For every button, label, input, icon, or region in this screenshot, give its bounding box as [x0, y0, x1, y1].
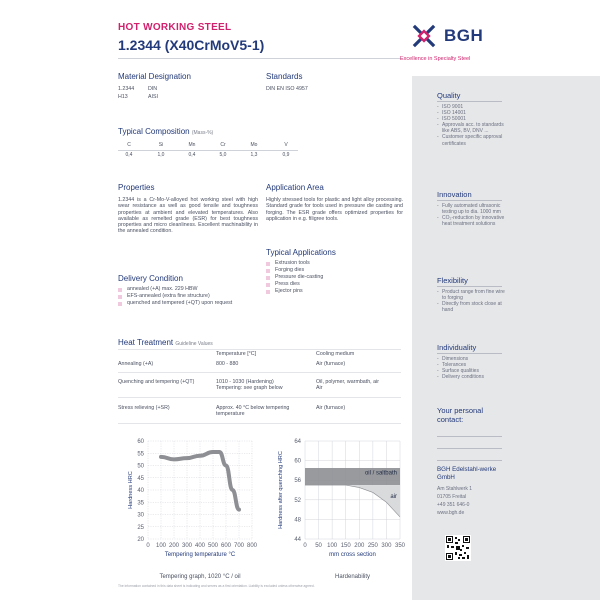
treatment-temperature: Approx. 40 °C below tempering temperature	[216, 405, 290, 418]
y-tick-label: 20	[137, 537, 144, 543]
treatment-medium: Oil, polymer, warmbath, air Air	[316, 379, 379, 392]
element-symbol: Cr	[220, 142, 226, 148]
list-item: - Fully automated ultrasonic testing up to dia. 1000 mm	[437, 203, 501, 216]
treatment-temperature: 1010 - 1030 (Hardening) Tempering: see graph below	[216, 379, 283, 392]
x-axis-label: Tempering temperature °C	[164, 552, 236, 558]
y-tick-label: 64	[294, 439, 301, 445]
list-item: annealed (+A) max. 229 HBW	[118, 286, 232, 293]
x-tick-label: 200	[354, 543, 365, 549]
bullet-icon	[118, 295, 122, 299]
x-tick-label: 300	[181, 543, 193, 549]
bullet-icon	[266, 283, 270, 287]
bullet-icon	[266, 262, 270, 266]
x-tick-label: 400	[194, 543, 206, 549]
brand-tagline: Excellence in Specialty Steel	[400, 56, 471, 62]
element-value: 5,0	[219, 152, 227, 158]
list-item: - Product range from fine wire to forging	[437, 289, 505, 302]
treatment-medium: Air (furnace)	[316, 405, 346, 411]
typical-applications-heading: Typical Applications	[266, 248, 336, 257]
data-point	[212, 451, 213, 452]
x-tick-label: 200	[168, 543, 180, 549]
y-tick-label: 30	[137, 512, 144, 519]
standards-text: DIN EN ISO 4957	[266, 86, 308, 92]
heat-treatment-divider	[118, 349, 401, 350]
composition-divider	[118, 150, 298, 151]
element-symbol: C	[127, 142, 131, 148]
document-title: 1.2344 (X40CrMoV5-1)	[118, 37, 265, 53]
list-item: - ISO 50001	[437, 116, 466, 123]
company-address	[437, 485, 507, 517]
application-area-text: Highly stressed tools for plastic and light alloy processing. Standard grade for tools used in pressure die casting and forging. The ESR grade offers optimized properties for application in e.g. filigree tools.	[266, 197, 403, 222]
list-item: - CO₂-reduction by innovative heat treatment solutions	[437, 215, 505, 228]
material-designation-heading: Material Designation	[118, 72, 191, 81]
treatment-name: Stress relieving (+SR)	[118, 405, 170, 411]
y-tick-label: 52	[294, 497, 301, 504]
innovation-list	[437, 203, 507, 227]
list-item: - Approvals acc. to standards like ABS, BV, DNV ...	[437, 122, 504, 135]
element-value: 1,0	[157, 152, 165, 158]
x-tick-label: 350	[394, 543, 406, 549]
y-tick-label: 45	[137, 475, 144, 482]
legend-air: air	[390, 493, 397, 500]
treatment-name: Annealing (+A)	[118, 361, 154, 367]
element-value: 0,4	[188, 152, 196, 158]
innovation-heading: Innovation	[437, 190, 472, 199]
data-point	[199, 455, 200, 456]
y-tick-label: 25	[137, 524, 144, 531]
x-tick-label: 100	[155, 543, 167, 549]
element-symbol: V	[284, 142, 288, 148]
y-tick-label: 60	[137, 439, 144, 445]
list-item: - Delivery conditions	[437, 374, 484, 381]
y-tick-label: 56	[294, 478, 301, 485]
y-tick-label: 50	[137, 463, 144, 470]
application-area-heading: Application Area	[266, 183, 324, 192]
list-item: - ISO 9001	[437, 104, 464, 110]
composition-heading	[118, 127, 213, 136]
bgh-logo-icon	[410, 22, 438, 50]
y-tick-label: 48	[294, 517, 301, 524]
element-symbol: Mo	[250, 142, 258, 148]
list-item: - Dimensions	[437, 356, 469, 362]
quality-divider	[437, 101, 502, 102]
y-axis-label: Hardness HRC	[128, 471, 134, 509]
y-tick-label: 55	[137, 451, 144, 458]
element-value: 1,3	[250, 152, 258, 158]
list-item: - Tolerances	[437, 362, 467, 369]
properties-text: 1.2344 is a Cr-Mo-V-alloyed hot working steel with high wear resistance as well as good tensile and toughness properties at ambient and elevated temperatures. Also available as remelted grade (ESR) for best toughness properties and micro cleanliness. Excellent machinability in the annealed condition.	[118, 197, 258, 235]
data-point	[225, 465, 226, 466]
contact-line	[437, 448, 502, 449]
x-tick-label: 600	[220, 543, 232, 549]
brand-name: BGH	[444, 26, 484, 45]
company-name: BGH Edelstahl-werke GmbH	[437, 466, 497, 481]
y-tick-label: 44	[294, 537, 301, 543]
flexibility-heading: Flexibility	[437, 276, 468, 285]
list-item: Ejector pins	[266, 288, 323, 295]
row-divider	[118, 423, 401, 424]
column-header-temperature: Temperature [°C]	[216, 351, 257, 357]
list-item: Extrusion tools	[266, 260, 323, 267]
heat-treatment-title: Heat Treatment	[118, 338, 174, 347]
x-tick-label: 500	[207, 543, 219, 549]
quality-heading: Quality	[437, 91, 461, 100]
row-divider	[118, 372, 401, 373]
title-divider	[118, 58, 401, 59]
delivery-condition-list	[118, 286, 232, 307]
chart-title: Hardenability	[334, 574, 371, 580]
tempering-graph	[112, 432, 262, 582]
composition-unit: (Mass-%)	[191, 130, 214, 136]
bullet-icon	[118, 288, 122, 292]
logo-area	[412, 0, 600, 76]
contact-line	[437, 460, 502, 461]
contact-heading: Your personal contact:	[437, 406, 484, 424]
y-axis-label: Hardness after quenching HRC	[278, 451, 284, 529]
treatment-temperature: 800 - 880	[216, 361, 239, 367]
list-item: Pressure die-casting	[266, 274, 323, 281]
element-symbol: Si	[158, 142, 164, 148]
list-item: - Directly from stock close at hand	[437, 301, 502, 314]
list-item: Press dies	[266, 281, 323, 288]
x-tick-label: 0	[146, 543, 150, 549]
list-item: Forging dies	[266, 267, 323, 274]
band-air	[305, 485, 400, 517]
bullet-icon	[266, 290, 270, 294]
data-point	[173, 459, 174, 460]
qr-code-icon[interactable]	[445, 535, 471, 561]
delivery-condition-heading: Delivery Condition	[118, 274, 183, 283]
composition-title: Typical Composition	[118, 127, 190, 136]
typical-applications-list	[266, 260, 323, 295]
list-item: - Surface qualities	[437, 368, 479, 375]
x-tick-label: 100	[327, 543, 338, 549]
designation-norm-2: AISI	[148, 94, 159, 100]
list-item: EFS-annealed (extra fine structure)	[118, 293, 232, 300]
element-value: 0,4	[125, 152, 133, 158]
designation-value-2: H13	[118, 94, 128, 100]
column-header-cooling-medium: Cooling medium	[316, 351, 355, 357]
x-tick-label: 700	[233, 543, 245, 549]
website-link[interactable]: www.bgh.de	[437, 510, 465, 516]
data-point	[232, 489, 233, 490]
quality-list	[437, 104, 507, 147]
chart-title: Tempering graph, 1020 °C / oil	[159, 574, 241, 580]
bullet-icon	[266, 276, 270, 280]
flexibility-list	[437, 289, 507, 313]
properties-heading: Properties	[118, 183, 155, 192]
innovation-divider	[437, 200, 502, 201]
disclaimer-text: The information contained in this data sheet is indicating and serves as a first orientation. Liability is excluded unless otherwise agreed.	[118, 584, 315, 588]
data-point	[238, 509, 239, 510]
standards-heading: Standards	[266, 72, 303, 81]
y-tick-label: 40	[137, 488, 144, 494]
legend-oil-saltbath: oil / saltbath	[364, 470, 397, 477]
bullet-icon	[118, 302, 122, 306]
treatment-name: Quenching and tempering (+QT)	[118, 379, 195, 385]
x-tick-label: 150	[340, 543, 351, 549]
hardenability-graph	[265, 432, 410, 582]
x-tick-label: 300	[381, 543, 392, 549]
data-point	[160, 456, 161, 457]
x-tick-label: 0	[303, 543, 307, 549]
data-point	[219, 451, 220, 452]
x-tick-label: 250	[367, 543, 378, 549]
element-symbol: Mn	[188, 142, 196, 148]
individuality-heading: Individuality	[437, 343, 477, 352]
row-divider	[118, 397, 401, 398]
flexibility-divider	[437, 286, 502, 287]
bullet-icon	[266, 269, 270, 273]
individuality-list	[437, 356, 507, 380]
address-line: Am Stahlwerk 1	[437, 486, 473, 492]
phone-number: +49 351 646-0	[437, 502, 470, 508]
list-item: - ISO 14001	[437, 110, 466, 117]
heat-treatment-heading	[118, 338, 213, 347]
x-tick-label: 50	[315, 543, 322, 549]
list-item: quenched and tempered (+QT) upon request	[118, 300, 232, 307]
individuality-divider	[437, 353, 502, 354]
list-item: - Customer specific approval certificates	[437, 134, 503, 147]
designation-norm-1: DIN	[148, 86, 158, 92]
document-category: HOT WORKING STEEL	[118, 22, 232, 33]
designation-value-1: 1.2344	[118, 86, 135, 92]
x-axis-label: mm cross section	[329, 552, 376, 558]
element-value: 0,9	[282, 152, 290, 158]
x-tick-label: 800	[246, 543, 258, 549]
y-tick-label: 60	[294, 458, 301, 465]
contact-line	[437, 436, 502, 437]
y-tick-label: 35	[137, 500, 144, 507]
address-line: 01705 Freital	[437, 494, 467, 500]
data-point	[186, 458, 187, 459]
heat-treatment-subtitle: Guideline Values	[175, 341, 213, 347]
treatment-medium: Air (furnace)	[316, 361, 346, 367]
